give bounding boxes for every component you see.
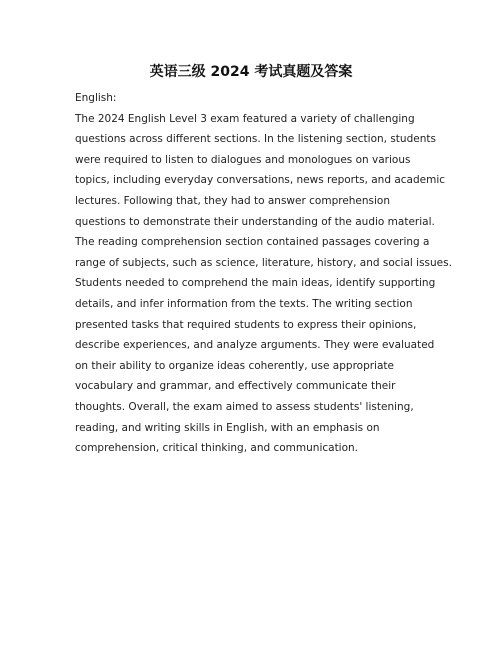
text-line: on their ability to organize ideas coherently, use appropriate (75, 359, 394, 372)
body-paragraph (75, 88, 452, 459)
section-label: English: (75, 92, 117, 104)
text-line: vocabulary and grammar, and effectively communicate their (75, 380, 396, 393)
text-line: The 2024 English Level 3 exam featured a variety of challenging (75, 112, 415, 125)
text-line: details, and infer information from the texts. The writing section (75, 297, 413, 310)
text-line: topics, including everyday conversations, news reports, and academic (75, 174, 446, 187)
document-body (75, 88, 452, 459)
text-line: Students needed to comprehend the main ideas, identify supporting (75, 277, 436, 290)
text-line: thoughts. Overall, the exam aimed to assess students' listening, (75, 400, 414, 413)
text-line: questions to demonstrate their understanding of the audio material. (75, 215, 435, 228)
text-line: lectures. Following that, they had to answer comprehension (75, 194, 391, 207)
text-line: reading, and writing skills in English, with an emphasis on (75, 421, 380, 434)
text-line: presented tasks that required students to express their opinions, (75, 318, 417, 331)
text-line: comprehension, critical thinking, and communication. (75, 442, 359, 455)
text-line: The reading comprehension section contained passages covering a (75, 236, 430, 249)
text-line: range of subjects, such as science, literature, history, and social issues. (75, 256, 452, 269)
text-line: questions across different sections. In the listening section, students (75, 133, 436, 146)
text-line: were required to listen to dialogues and monologues on various (75, 153, 411, 166)
text-line: describe experiences, and analyze arguments. They were evaluated (75, 339, 435, 352)
document-title: 英语三级 2024 考试真题及答案 (149, 64, 353, 80)
